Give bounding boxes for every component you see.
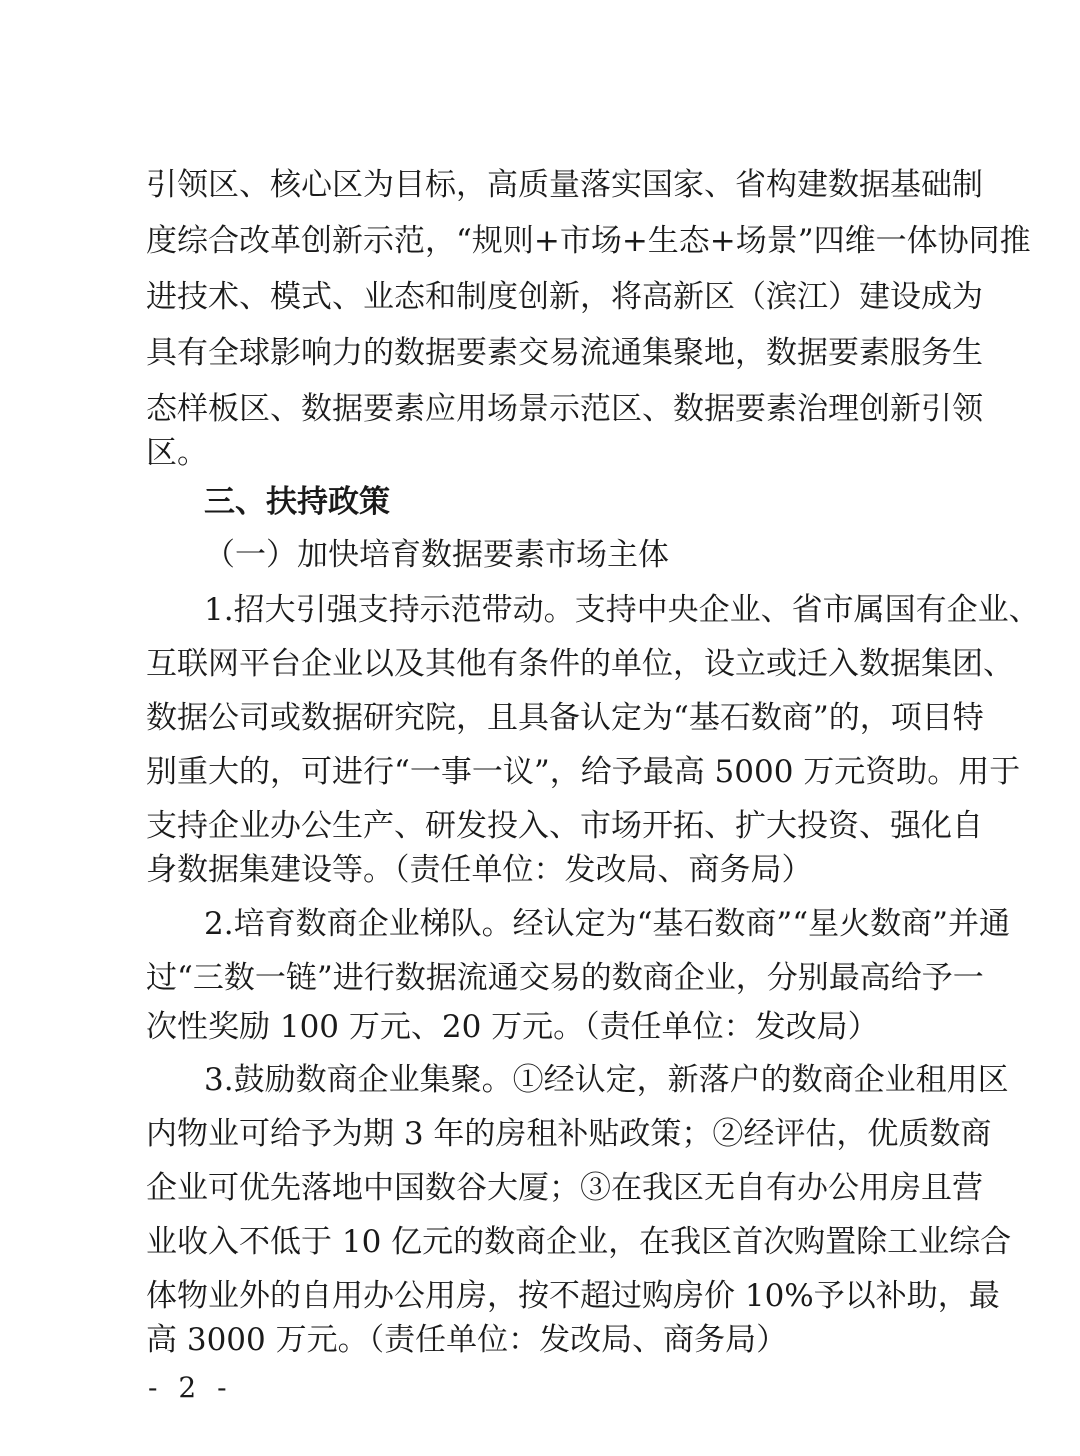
item2-line: 2.培育数商企业梯队。经认定为“基石数商”“星火数商”并通	[204, 906, 1010, 942]
paragraph-intro-line: 引领区、核心区为目标，高质量落实国家、省构建数据基础制	[146, 167, 983, 203]
item1-line: 数据公司或数据研究院，且具备认定为“基石数商”的，项目特	[146, 700, 984, 736]
paragraph-intro-line: 态样板区、数据要素应用场景示范区、数据要素治理创新引领	[146, 391, 983, 427]
paragraph-intro-line: 度综合改革创新示范，“规则+市场+生态+场景”四维一体协同推	[146, 223, 1031, 259]
item1-line: 别重大的，可进行“一事一议”，给予最高 5000 万元资助。用于	[146, 754, 1021, 790]
item1-line: 互联网平台企业以及其他有条件的单位，设立或迁入数据集团、	[146, 646, 1014, 682]
item3-line: 3.鼓励数商企业集聚。①经认定，新落户的数商企业租用区	[204, 1062, 1009, 1098]
paragraph-intro-line: 区。	[146, 435, 208, 471]
item1-line: 身数据集建设等。（责任单位：发改局、商务局）	[146, 852, 813, 888]
item3-line: 体物业外的自用办公用房，按不超过购房价 10%予以补助，最	[146, 1278, 1000, 1314]
paragraph-intro-line: 进技术、模式、业态和制度创新，将高新区（滨江）建设成为	[146, 279, 983, 315]
item1-line: 1.招大引强支持示范带动。支持中央企业、省市属国有企业、	[204, 592, 1040, 628]
item2-line: 过“三数一链”进行数据流通交易的数商企业，分别最高给予一	[146, 960, 984, 996]
page-number: - 2 -	[148, 1371, 233, 1404]
item2-line: 次性奖励 100 万元、20 万元。（责任单位：发改局）	[146, 1009, 879, 1045]
item3-line: 内物业可给予为期 3 年的房租补贴政策；②经评估，优质数商	[146, 1116, 992, 1152]
paragraph-intro-line: 具有全球影响力的数据要素交易流通集聚地，数据要素服务生	[146, 335, 983, 371]
item3-line: 高 3000 万元。（责任单位：发改局、商务局）	[146, 1322, 788, 1358]
item1-line: 支持企业办公生产、研发投入、市场开拓、扩大投资、强化自	[146, 808, 983, 844]
section-heading: 三、扶持政策	[204, 484, 390, 520]
item3-line: 业收入不低于 10 亿元的数商企业，在我区首次购置除工业综合	[146, 1224, 1012, 1260]
item3-line: 企业可优先落地中国数谷大厦；③在我区无自有办公用房且营	[146, 1170, 983, 1206]
subsection-heading: （一）加快培育数据要素市场主体	[204, 537, 669, 573]
